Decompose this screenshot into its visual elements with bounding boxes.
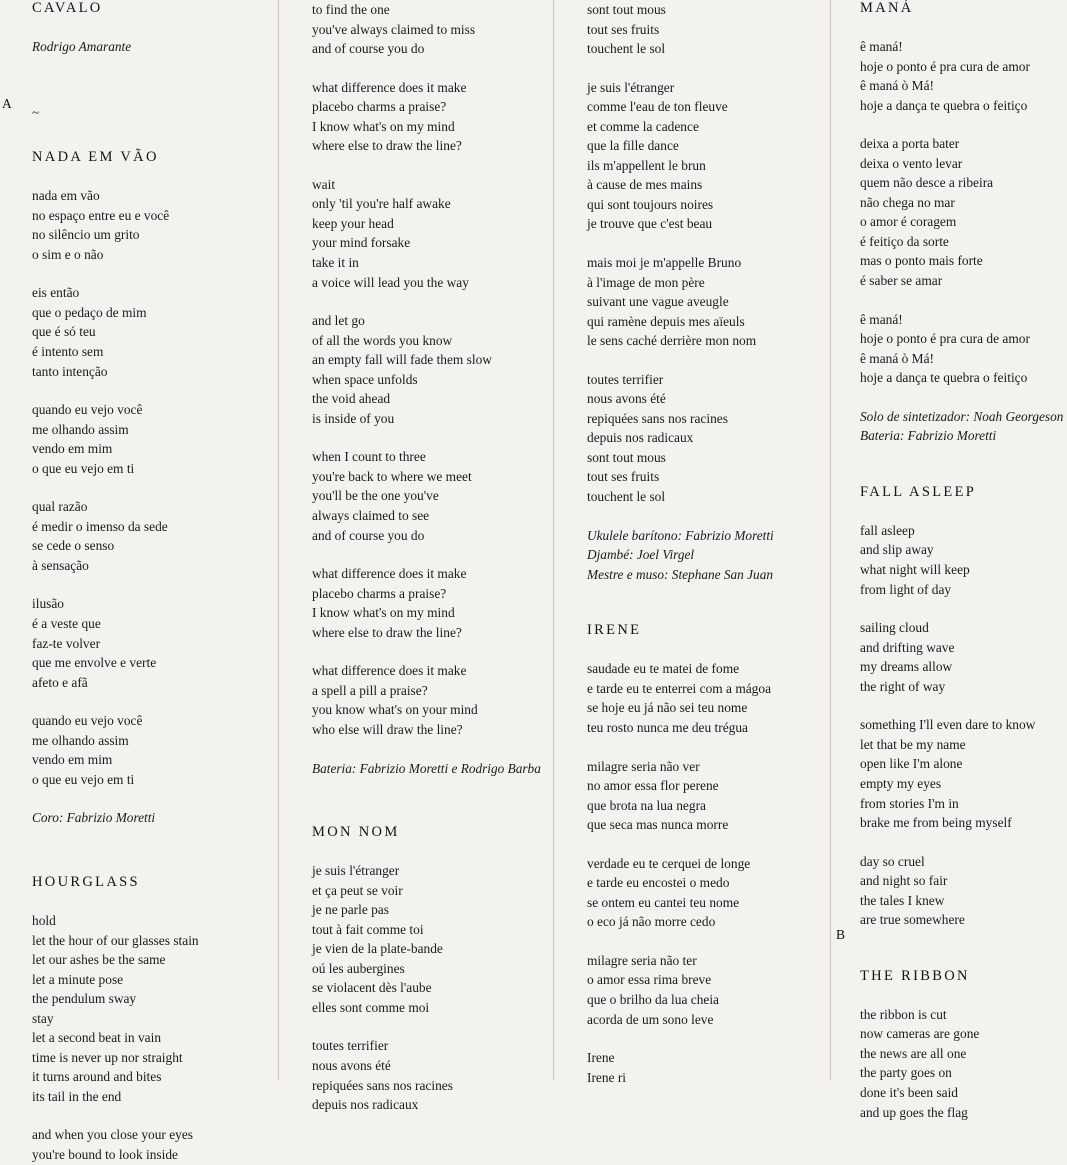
lyric-line: elles sont comme moi xyxy=(312,999,430,1015)
lyric-line: ê maná ò Má! xyxy=(860,350,934,366)
lyric-line: tout à fait comme toi xyxy=(312,921,424,937)
lyric-line: ils m'appellent le brun xyxy=(587,157,706,173)
stanza xyxy=(32,283,278,381)
credit-line: Djambé: Joel Virgel xyxy=(587,547,695,563)
lyric-line: let a second beat in vain xyxy=(32,1030,162,1046)
lyric-line: vendo em mim xyxy=(32,441,113,457)
lyric-line: when I count to three xyxy=(312,449,426,465)
lyric-line: placebo charms a praise? xyxy=(312,585,447,601)
lyric-line: of all the words you know xyxy=(312,332,453,348)
lyric-line: milagre seria não ter xyxy=(587,952,697,968)
lyrics-column-3 xyxy=(553,0,830,1085)
stanza xyxy=(587,0,830,59)
lyric-line: let the hour of our glasses stain xyxy=(32,932,199,948)
spacer xyxy=(32,76,278,103)
lyric-line: what difference does it make xyxy=(312,79,467,95)
lyric-line: que brota na lua negra xyxy=(587,797,706,813)
stanza xyxy=(32,400,278,478)
lyric-line: tout ses fruits xyxy=(587,21,660,37)
lyric-line: ilusão xyxy=(32,596,64,612)
song-title: FALL ASLEEP xyxy=(860,483,977,500)
lyric-line: je suis l'étranger xyxy=(312,863,400,879)
lyric-line: brake me from being myself xyxy=(860,815,1012,831)
lyric-line: verdade eu te cerquei de longe xyxy=(587,855,751,871)
lyric-line: to find the one xyxy=(312,2,390,17)
stanza xyxy=(32,186,278,264)
lyric-line: only 'til you're half awake xyxy=(312,196,451,212)
lyric-line: wait xyxy=(312,176,336,192)
lyric-line: oú les aubergines xyxy=(312,960,405,976)
lyric-line: day so cruel xyxy=(860,853,925,869)
lyric-line: teu rosto nunca me deu trégua xyxy=(587,720,749,735)
stanza xyxy=(587,78,830,234)
lyric-line: sont tout mous xyxy=(587,449,666,465)
lyric-line: what difference does it make xyxy=(312,566,467,582)
credit-line: Coro: Fabrizio Moretti xyxy=(32,810,156,826)
lyric-line: hoje o ponto é pra cura de amor xyxy=(860,58,1030,74)
lyric-line: the news are all one xyxy=(860,1045,967,1061)
lyric-line: a spell a pill a praise? xyxy=(312,682,428,698)
lyric-line: open like I'm alone xyxy=(860,756,963,772)
lyric-line: you're bound to look inside xyxy=(32,1146,178,1162)
lyric-line: milagre seria não ver xyxy=(587,758,700,774)
stanza xyxy=(860,618,1067,696)
lyric-line: no amor essa flor perene xyxy=(587,778,719,794)
lyric-line: when space unfolds xyxy=(312,371,418,387)
lyric-line: vendo em mim xyxy=(32,752,113,768)
stanza xyxy=(860,852,1067,930)
lyric-line: always claimed to see xyxy=(312,508,430,524)
lyric-line: mais moi je m'appelle Bruno xyxy=(587,255,742,271)
credit-line: Bateria: Fabrizio Moretti xyxy=(860,428,997,444)
lyric-line: ê maná ò Má! xyxy=(860,78,934,94)
lyric-line: the right of way xyxy=(860,678,946,694)
lyric-line: se violacent dès l'aube xyxy=(312,980,432,996)
lyric-line: quando eu vejo você xyxy=(32,402,143,418)
stanza xyxy=(860,37,1067,115)
lyric-line: toutes terrifier xyxy=(312,1038,389,1054)
lyric-line: where else to draw the line? xyxy=(312,624,462,640)
stanza xyxy=(587,1048,830,1087)
lyric-line: the pendulum sway xyxy=(32,991,137,1007)
lyric-line: you're back to where we meet xyxy=(312,468,472,484)
lyric-line: et ça peut se voir xyxy=(312,882,403,898)
stanza xyxy=(312,311,553,428)
spacer xyxy=(32,122,278,149)
lyric-line: from stories I'm in xyxy=(860,795,959,811)
lyric-line: et comme la cadence xyxy=(587,118,699,134)
lyric-line: and drifting wave xyxy=(860,639,955,655)
lyrics-column-1 xyxy=(0,0,278,1162)
stanza xyxy=(587,659,830,737)
lyric-line: hoje a dança te quebra o feitiço xyxy=(860,370,1028,386)
lyric-line: que seca mas nunca morre xyxy=(587,817,729,833)
lyric-line: o amor é coragem xyxy=(860,214,957,230)
stanza xyxy=(32,594,278,692)
lyric-line: é intento sem xyxy=(32,343,104,359)
lyrics-column-2 xyxy=(278,0,553,1113)
tilde-separator: ~ xyxy=(32,104,40,120)
spacer xyxy=(860,465,1067,484)
lyric-line: empty my eyes xyxy=(860,775,942,791)
lyric-line: now cameras are gone xyxy=(860,1026,980,1042)
lyric-line: depuis nos radicaux xyxy=(587,430,694,446)
lyric-line: no espaço entre eu e você xyxy=(32,207,170,223)
credit-line: Ukulele barítono: Fabrizio Moretti xyxy=(587,527,774,543)
lyric-line: suivant une vague aveugle xyxy=(587,294,729,310)
lyric-line: e tarde eu encostei o medo xyxy=(587,875,730,891)
stanza xyxy=(32,497,278,575)
lyric-line: qui ramène depuis mes aïeuls xyxy=(587,313,745,329)
lyric-line: que é só teu xyxy=(32,324,96,340)
stanza xyxy=(860,715,1067,832)
stanza xyxy=(587,951,830,1029)
lyric-line: it turns around and bites xyxy=(32,1069,162,1085)
lyric-line: deixa a porta bater xyxy=(860,136,960,152)
lyric-line: je vien de la plate-bande xyxy=(312,941,443,957)
lyric-line: is inside of you xyxy=(312,410,395,426)
stanza xyxy=(312,861,553,1017)
lyric-line: eis então xyxy=(32,285,80,301)
column-divider-3 xyxy=(830,0,831,1080)
lyric-line: and slip away xyxy=(860,542,934,558)
lyric-line: é feitiço da sorte xyxy=(860,233,949,249)
stanza xyxy=(312,0,553,59)
lyric-line: what night will keep xyxy=(860,562,970,578)
lyric-line: nous avons été xyxy=(312,1058,391,1074)
spacer xyxy=(587,603,830,622)
stanza xyxy=(312,175,553,292)
lyric-line: me olhando assim xyxy=(32,421,129,437)
lyric-line: le sens caché derrière mon nom xyxy=(587,333,757,349)
song-title: HOURGLASS xyxy=(32,873,140,890)
stanza xyxy=(32,911,278,1106)
lyric-line: se ontem eu cantei teu nome xyxy=(587,894,740,910)
lyric-line: and of course you do xyxy=(312,527,425,543)
lyric-line: fall asleep xyxy=(860,522,915,538)
lyric-line: à l'image de mon père xyxy=(587,274,705,290)
lyric-line: comme l'eau de ton fleuve xyxy=(587,99,728,115)
stanza xyxy=(587,757,830,835)
lyric-line: é medir o imenso da sede xyxy=(32,518,168,534)
stanza xyxy=(312,661,553,739)
song-title: MON NOM xyxy=(312,824,400,841)
lyric-line: o que eu vejo em ti xyxy=(32,771,135,787)
stanza xyxy=(587,854,830,932)
lyric-line: o eco já não morre cedo xyxy=(587,914,716,930)
spacer xyxy=(312,797,553,824)
lyric-line: quem não desce a ribeira xyxy=(860,175,994,191)
lyric-line: tanto intenção xyxy=(32,363,108,379)
lyric-line: what difference does it make xyxy=(312,663,467,679)
lyric-line: repiquées sans nos racines xyxy=(312,1077,453,1093)
lyric-line: stay xyxy=(32,1010,54,1026)
song-title: IRENE xyxy=(587,622,642,639)
lyric-line: me olhando assim xyxy=(32,732,129,748)
stanza xyxy=(587,370,830,507)
lyric-line: mas o ponto mais forte xyxy=(860,253,983,269)
column-divider-1 xyxy=(278,0,279,1080)
lyric-line: saudade eu te matei de fome xyxy=(587,661,740,677)
lyric-line: afeto e afã xyxy=(32,674,88,690)
credit-line: Mestre e muso: Stephane San Juan xyxy=(587,566,773,582)
lyric-line: tout ses fruits xyxy=(587,469,660,485)
lyric-line: let that be my name xyxy=(860,736,966,752)
lyric-line: toutes terrifier xyxy=(587,371,664,387)
lyric-line: acorda de um sono leve xyxy=(587,1011,714,1027)
lyric-line: hoje a dança te quebra o feitiço xyxy=(860,97,1028,113)
lyric-line: your mind forsake xyxy=(312,235,411,251)
stanza xyxy=(32,711,278,789)
song-title: THE RIBBON xyxy=(860,967,970,984)
lyric-line: I know what's on my mind xyxy=(312,605,455,621)
lyric-line: keep your head xyxy=(312,215,394,231)
lyric-line: je suis l'étranger xyxy=(587,79,675,95)
lyric-line: não chega no mar xyxy=(860,194,955,210)
song-title: MANÁ xyxy=(860,0,914,16)
stanza xyxy=(587,253,830,351)
lyric-line: touchent le sol xyxy=(587,41,666,57)
stanza xyxy=(312,564,553,642)
lyric-line: no silêncio um grito xyxy=(32,227,140,243)
credit-line: Rodrigo Amarante xyxy=(32,39,132,54)
lyric-line: you'll be the one you've xyxy=(312,488,439,504)
lyric-line: you've always claimed to miss xyxy=(312,21,476,37)
lyric-line: Irene xyxy=(587,1050,615,1066)
lyric-line: que la fille dance xyxy=(587,138,679,154)
credits-block xyxy=(587,526,830,585)
lyric-line: time is never up nor straight xyxy=(32,1049,183,1065)
lyric-line: placebo charms a praise? xyxy=(312,99,447,115)
lyric-line: e tarde eu te enterrei com a mágoa xyxy=(587,680,772,696)
lyric-line: let a minute pose xyxy=(32,971,124,987)
credit-line: Solo de sintetizador: Noah Georgeson xyxy=(860,408,1064,424)
lyric-line: o sim e o não xyxy=(32,246,104,262)
lyric-line: and when you close your eyes xyxy=(32,1127,194,1143)
lyrics-column-4 xyxy=(830,0,1067,1120)
lyric-line: à sensação xyxy=(32,557,89,573)
lyric-line: touchent le sol xyxy=(587,489,666,505)
lyric-line: que me envolve e verte xyxy=(32,655,157,671)
lyric-line: my dreams allow xyxy=(860,659,953,675)
spacer xyxy=(32,847,278,874)
lyric-line: hoje o ponto é pra cura de amor xyxy=(860,331,1030,347)
lyric-line: sailing cloud xyxy=(860,620,929,636)
lyric-line: the ribbon is cut xyxy=(860,1006,947,1022)
stanza xyxy=(860,310,1067,388)
lyric-line: its tail in the end xyxy=(32,1088,122,1104)
lyric-line: qual razão xyxy=(32,499,88,515)
lyric-line: à cause de mes mains xyxy=(587,177,703,193)
lyric-line: done it's been said xyxy=(860,1084,958,1100)
lyric-line: qui sont toujours noires xyxy=(587,196,714,212)
lyric-line: hold xyxy=(32,912,56,928)
lyric-line: se cede o senso xyxy=(32,538,115,554)
stanza xyxy=(860,1005,1067,1122)
stanza xyxy=(312,1036,553,1114)
lyric-line: é saber se amar xyxy=(860,273,943,289)
lyric-line: ê maná! xyxy=(860,39,903,54)
lyric-line: nada em vão xyxy=(32,188,100,204)
lyric-line: je ne parle pas xyxy=(312,902,389,918)
lyric-line: take it in xyxy=(312,255,359,271)
lyric-line: you know what's on your mind xyxy=(312,702,478,718)
lyric-line: something I'll even dare to know xyxy=(860,717,1036,733)
lyric-line: nous avons été xyxy=(587,391,666,407)
credits-block xyxy=(860,407,1067,446)
lyric-line: are true somewhere xyxy=(860,912,965,928)
lyric-line: que o pedaço de mim xyxy=(32,304,147,320)
lyric-line: and night so fair xyxy=(860,873,948,889)
lyric-line: from light of day xyxy=(860,581,952,597)
column-divider-2 xyxy=(553,0,554,1080)
lyric-line: and of course you do xyxy=(312,41,425,57)
lyric-line: the tales I knew xyxy=(860,892,945,908)
stanza xyxy=(312,78,553,156)
song-title: NADA EM VÃO xyxy=(32,149,159,166)
side-marker-b: B xyxy=(836,927,846,942)
spacer xyxy=(860,949,1067,968)
lyric-line: I know what's on my mind xyxy=(312,118,455,134)
lyric-line: a voice will lead you the way xyxy=(312,274,469,290)
lyric-line: deixa o vento levar xyxy=(860,155,963,171)
lyric-line: an empty fall will fade them slow xyxy=(312,352,492,368)
lyric-line: depuis nos radicaux xyxy=(312,1097,419,1113)
lyric-line: o que eu vejo em ti xyxy=(32,460,135,476)
side-marker-a: A xyxy=(2,96,13,111)
lyric-line: Irene ri xyxy=(587,1069,627,1085)
lyric-line: the void ahead xyxy=(312,391,391,407)
lyric-line: faz-te volver xyxy=(32,635,101,651)
lyric-line: repiquées sans nos racines xyxy=(587,410,728,426)
lyric-line: sont tout mous xyxy=(587,2,666,17)
credit-line: Bateria: Fabrizio Moretti e Rodrigo Barba xyxy=(312,760,541,776)
lyric-line: ê maná! xyxy=(860,311,903,327)
lyric-line: where else to draw the line? xyxy=(312,138,462,154)
lyric-line: the party goes on xyxy=(860,1065,952,1081)
stanza xyxy=(32,1125,278,1164)
lyric-line: é a veste que xyxy=(32,615,101,631)
stanza xyxy=(312,447,553,545)
lyric-line: and let go xyxy=(312,313,365,329)
lyric-line: quando eu vejo você xyxy=(32,713,143,729)
lyric-line: que o brilho da lua cheia xyxy=(587,992,719,1008)
lyric-line: je trouve que c'est beau xyxy=(587,216,713,232)
stanza xyxy=(860,521,1067,599)
lyric-line: and up goes the flag xyxy=(860,1104,968,1120)
lyric-line: se hoje eu já não sei teu nome xyxy=(587,700,748,716)
lyric-line: o amor essa rima breve xyxy=(587,972,712,988)
stanza xyxy=(860,134,1067,290)
lyric-line: who else will draw the line? xyxy=(312,721,463,737)
song-title: CAVALO xyxy=(32,0,103,16)
lyric-line: let our ashes be the same xyxy=(32,952,166,968)
